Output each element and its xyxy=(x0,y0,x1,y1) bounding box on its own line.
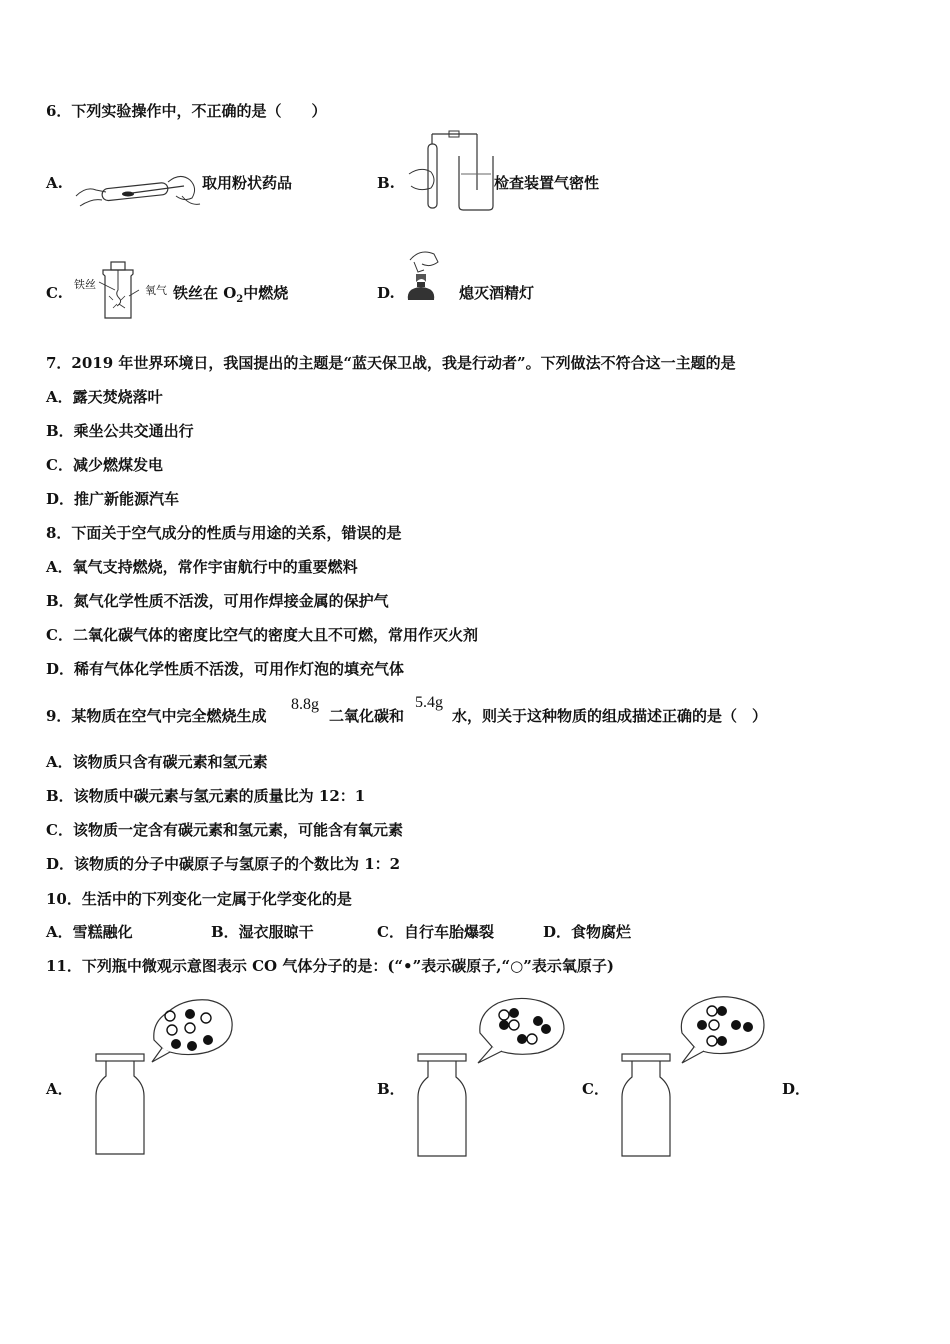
q6-stem: 6．下列实验操作中，不正确的是（ ） xyxy=(46,102,327,120)
q6-option-d-text: 熄灭酒精灯 xyxy=(459,284,535,302)
q6-option-b-text: 检查装置气密性 xyxy=(494,174,600,192)
q9-option-c: C．该物质一定含有碳元素和氢元素，可能含有氧元素 xyxy=(46,821,403,839)
q6-option-a-text: 取用粉状药品 xyxy=(202,174,293,192)
q6-option-b-letter: B. xyxy=(377,174,395,192)
q11-option-b: B． xyxy=(377,1080,405,1098)
q10-option-a: A．雪糕融化 xyxy=(46,923,133,941)
q9-option-a: A．该物质只含有碳元素和氢元素 xyxy=(46,753,268,771)
q8-option-a: A．氧气支持燃烧，常作宇宙航行中的重要燃料 xyxy=(46,558,358,576)
q7-option-b: B．乘坐公共交通出行 xyxy=(46,422,194,440)
q9-stem-part3: 水，则关于这种物质的组成描述正确的是（ ） xyxy=(452,707,768,725)
q10-option-d: D．食物腐烂 xyxy=(543,923,632,941)
airtightness-apparatus-figure xyxy=(403,130,495,212)
q10-option-b: B．湿衣服晾干 xyxy=(211,923,314,941)
q9-option-b: B．该物质中碳元素与氢元素的质量比为 12：1 xyxy=(46,787,366,805)
q9-option-d: D．该物质的分子中碳原子与氢原子的个数比为 1：2 xyxy=(46,855,401,873)
q9-mass-water: 5.4g xyxy=(415,694,443,711)
powder-spatula-figure xyxy=(72,168,204,213)
alcohol-lamp-figure xyxy=(400,248,442,304)
bottle-b-figure xyxy=(414,995,569,1161)
q11-stem: 11．下列瓶中微观示意图表示 CO 气体分子的是：(“•”表示碳原子,“○”表示氧原子) xyxy=(46,957,614,975)
q9-mass-co2: 8.8g xyxy=(291,696,319,713)
q6-option-a-letter: A. xyxy=(46,174,63,192)
iron-wire-label: 铁丝 xyxy=(74,278,96,291)
q10-option-c: C．自行车胎爆裂 xyxy=(377,923,494,941)
q11-option-a: A． xyxy=(46,1080,73,1098)
q8-option-b: B．氮气化学性质不活泼，可用作焊接金属的保护气 xyxy=(46,592,389,610)
q7-option-c: C．减少燃煤发电 xyxy=(46,456,163,474)
q6-option-d-letter: D. xyxy=(377,284,395,302)
q6-option-c-text-post: 中燃烧 xyxy=(243,284,289,302)
q10-stem: 10．生活中的下列变化一定属于化学变化的是 xyxy=(46,890,352,908)
q6-option-c-text xyxy=(173,283,288,310)
q11-option-d: D． xyxy=(782,1080,811,1098)
q7-stem: 7．2019 年世界环境日，我国提出的主题是“蓝天保卫战，我是行动者”。下列做法不符合这一主题的是 xyxy=(46,354,736,372)
oxygen-label: 氧气 xyxy=(145,284,167,297)
bottle-c-figure xyxy=(618,993,770,1159)
subscript-2: 2 xyxy=(236,294,244,305)
q8-option-c: C．二氧化碳气体的密度比空气的密度大且不可燃，常用作灭火剂 xyxy=(46,626,478,644)
q8-option-d: D．稀有气体化学性质不活泼，可用作灯泡的填充气体 xyxy=(46,660,405,678)
q9-stem-part2: 二氧化碳和 xyxy=(329,707,405,725)
q8-stem: 8．下面关于空气成分的性质与用途的关系，错误的是 xyxy=(46,524,402,542)
q6-option-c-text-pre: 铁丝在 O xyxy=(173,284,237,302)
iron-wire-combustion-figure xyxy=(73,260,177,322)
q7-option-d: D．推广新能源汽车 xyxy=(46,490,180,508)
q7-option-a: A．露天焚烧落叶 xyxy=(46,388,163,406)
q6-option-c-letter: C. xyxy=(46,284,63,302)
q11-option-c: C． xyxy=(582,1080,609,1098)
bottle-a-figure xyxy=(92,992,237,1158)
q9-stem-part1: 9．某物质在空气中完全燃烧生成 xyxy=(46,707,267,725)
